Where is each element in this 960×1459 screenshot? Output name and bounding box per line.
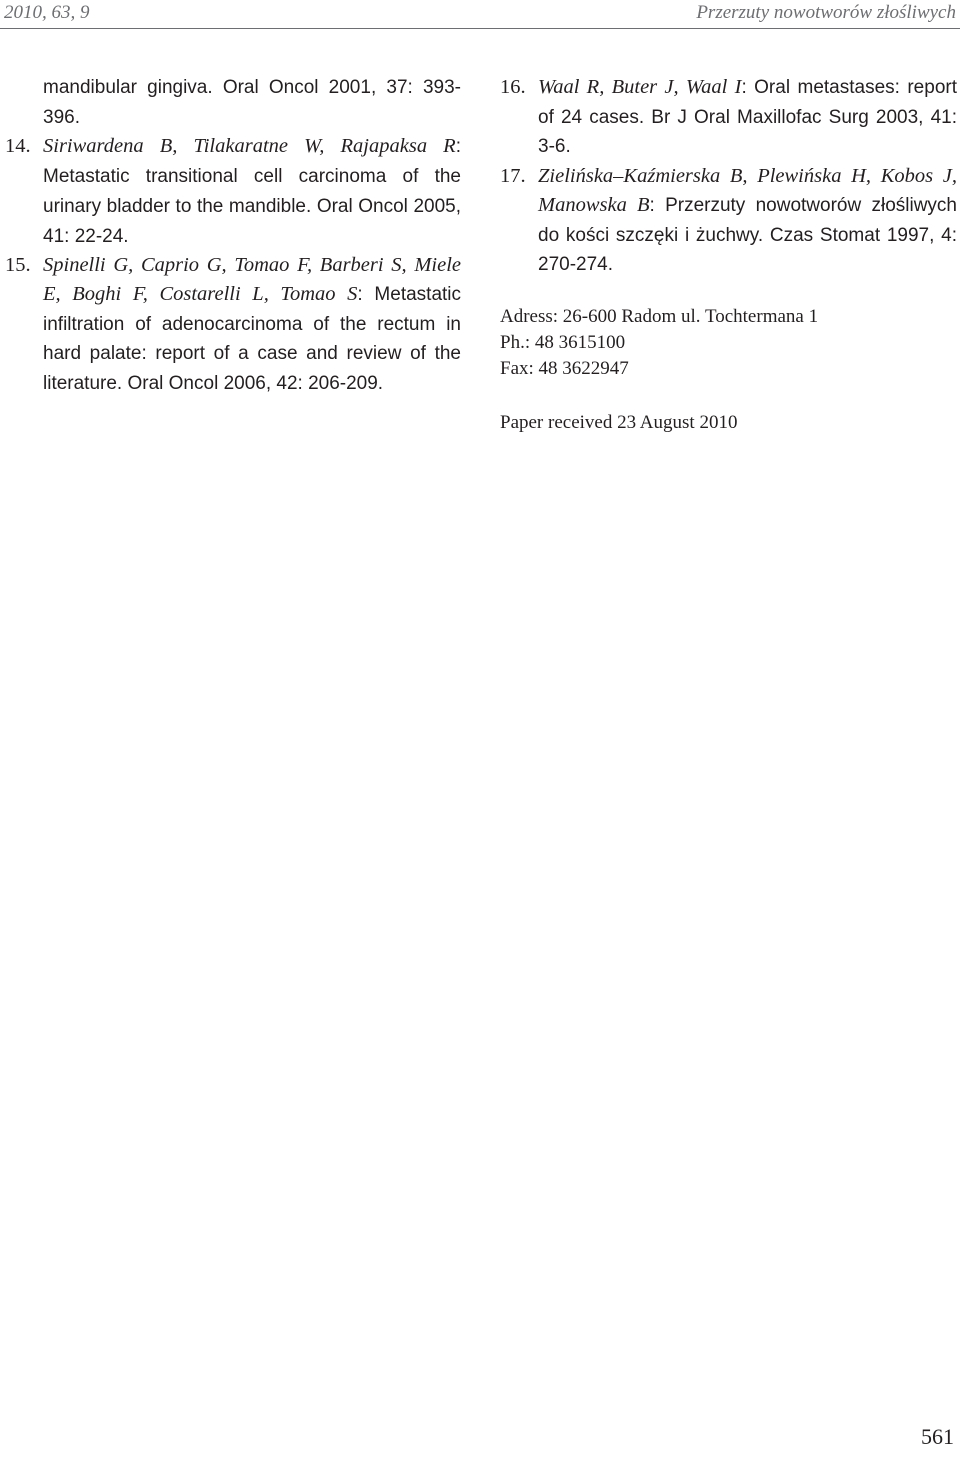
reference-16 xyxy=(500,73,957,162)
running-head xyxy=(0,0,960,29)
reference-continuation xyxy=(5,73,461,132)
phone-line: Ph.: 48 3615100 xyxy=(500,331,626,353)
reference-citation: Przerzuty nowotworów złośliwych do kości szczęki i żuchwy. Czas Stomat 1997, 4: 270-274. xyxy=(538,194,957,276)
left-column xyxy=(5,73,461,399)
reference-14 xyxy=(5,132,461,251)
reference-citation: Oral metastases: report of 24 cases. Br J Oral Maxillofac Surg 2003, 41: 3-6. xyxy=(538,77,957,158)
reference-separator: : xyxy=(357,283,375,305)
reference-number: 16. xyxy=(500,76,526,98)
reference-authors: Siriwardena B, Tilakaratne W, Rajapaksa R xyxy=(43,135,456,158)
reference-15 xyxy=(5,251,461,399)
reference-number: 15. xyxy=(5,254,31,277)
reference-authors: Spinelli G, Caprio G, Tomao F, Barberi S, Miele E, Boghi F, Costarelli L, Tomao S xyxy=(43,254,461,305)
reference-citation: Metastatic infiltration of adenocarcinoma of the rectum in hard palate: report of a case and review of the literature. Oral Oncol 2006, 42: 206-209. xyxy=(43,283,462,395)
journal-issue: 2010, 63, 9 xyxy=(4,2,90,23)
reference-citation: Metastatic transitional cell carcinoma of the urinary bladder to the mandible. Oral Oncol 2005, 41: 22-24. xyxy=(43,166,461,247)
paper-received-date: Paper received 23 August 2010 xyxy=(500,411,738,433)
right-column xyxy=(500,73,957,436)
reference-separator: : xyxy=(455,136,461,158)
page-number: 561 xyxy=(921,1424,954,1449)
reference-separator: : xyxy=(649,194,666,216)
reference-17 xyxy=(500,162,957,280)
reference-citation: mandibular gingiva. Oral Oncol 2001, 37: 393-396. xyxy=(43,77,461,128)
reference-separator: : xyxy=(741,77,755,98)
reference-number: 17. xyxy=(500,165,526,188)
address-line: Adress: 26-600 Radom ul. Tochtermana 1 xyxy=(500,305,819,327)
correspondence-address xyxy=(500,304,957,382)
reference-authors: Zielińska–Kaźmierska B, Plewińska H, Kobos J, Manowska B xyxy=(538,165,957,216)
article-short-title: Przerzuty nowotworów złośliwych xyxy=(696,2,956,23)
fax-line: Fax: 48 3622947 xyxy=(500,357,629,379)
reference-authors: Waal R, Buter J, Waal I xyxy=(538,76,742,98)
reference-number: 14. xyxy=(5,135,31,158)
